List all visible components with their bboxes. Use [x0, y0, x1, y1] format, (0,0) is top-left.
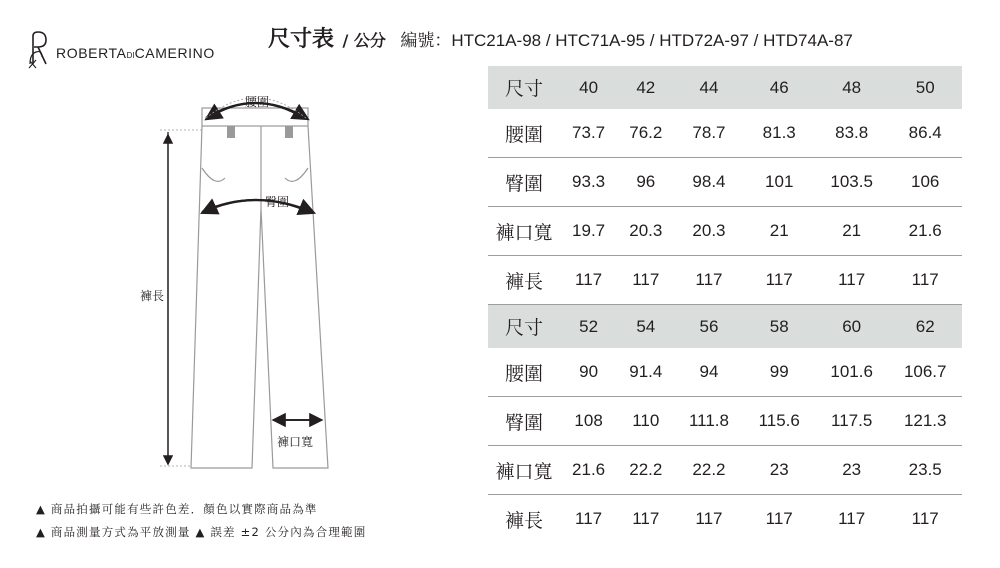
measure-label: 褲長 — [504, 509, 543, 532]
size-value: 54 — [617, 305, 674, 349]
table-row — [488, 158, 962, 207]
measure-value: 21.6 — [560, 446, 617, 495]
table-row — [488, 446, 962, 495]
notes — [36, 498, 366, 544]
size-header-label: 尺寸 — [488, 66, 560, 109]
measure-value: 117 — [575, 509, 603, 528]
measure-value: 121.3 — [888, 397, 962, 446]
measure-value: 111.8 — [674, 397, 743, 446]
size-value: 60 — [815, 305, 889, 349]
brand-name: ROBERTADICAMERINO — [56, 45, 215, 61]
unit-label: / 公分 — [342, 31, 386, 50]
size-value: 50 — [888, 66, 962, 109]
measure-value: 91.4 — [617, 348, 674, 397]
measure-value: 106.7 — [888, 348, 962, 397]
size-value: 56 — [674, 305, 743, 349]
measure-value: 117 — [744, 256, 815, 305]
measure-value: 86.4 — [888, 109, 962, 158]
measure-value: 83.8 — [815, 109, 889, 158]
table-row — [488, 207, 962, 256]
page-header — [268, 22, 853, 53]
measure-label: 褲長 — [488, 256, 560, 305]
measure-value: 94 — [674, 348, 743, 397]
size-value: 40 — [560, 66, 617, 109]
measure-value: 117 — [560, 256, 617, 305]
measure-value: 117 — [815, 256, 889, 305]
waist-label: 腰圍 — [244, 95, 270, 109]
table-row — [488, 348, 962, 397]
pants-outline-icon — [191, 108, 328, 468]
pants-diagram — [130, 88, 330, 480]
size-header-label: 尺寸 — [488, 305, 560, 349]
table-row — [488, 495, 962, 544]
measure-value: 21 — [744, 207, 815, 256]
measure-value: 117 — [911, 509, 939, 528]
measure-label: 臀圍 — [488, 397, 560, 446]
measure-value: 108 — [560, 397, 617, 446]
measure-value: 110 — [617, 397, 674, 446]
table-row — [488, 109, 962, 158]
roberta-r-monogram-icon — [26, 30, 52, 70]
measure-value: 101 — [744, 158, 815, 207]
size-value: 44 — [674, 66, 743, 109]
measure-value: 23 — [815, 446, 889, 495]
size-value: 58 — [744, 305, 815, 349]
note-measure: ▲ 商品測量方式為平放測量 ▲ 誤差 ±2 公分內為合理範圍 — [36, 525, 367, 539]
measure-value: 20.3 — [674, 207, 743, 256]
measure-value: 78.7 — [674, 109, 743, 158]
measure-value: 93.3 — [560, 158, 617, 207]
hip-label: 臀圍 — [264, 195, 290, 209]
measure-value: 23 — [744, 446, 815, 495]
brand-logo — [26, 30, 256, 70]
measure-value: 117.5 — [815, 397, 889, 446]
measure-value: 22.2 — [674, 446, 743, 495]
measure-value: 117 — [838, 509, 866, 528]
measure-value: 115.6 — [744, 397, 815, 446]
measure-value: 117 — [888, 256, 962, 305]
measure-value: 19.7 — [560, 207, 617, 256]
measure-label: 褲口寬 — [488, 207, 560, 256]
size-value: 42 — [617, 66, 674, 109]
measure-value: 90 — [560, 348, 617, 397]
measure-value: 103.5 — [815, 158, 889, 207]
measure-value: 20.3 — [617, 207, 674, 256]
measure-value: 117 — [632, 509, 660, 528]
measure-label: 褲口寬 — [488, 446, 560, 495]
measure-value: 117 — [695, 509, 723, 528]
measure-value: 22.2 — [617, 446, 674, 495]
measure-value: 117 — [765, 509, 793, 528]
length-label: 褲長 — [139, 289, 165, 303]
size-value: 62 — [888, 305, 962, 349]
size-value: 46 — [744, 66, 815, 109]
size-table — [488, 66, 962, 543]
measure-label: 腰圍 — [488, 348, 560, 397]
hem-label: 褲口寬 — [276, 435, 314, 449]
table-row — [488, 397, 962, 446]
measure-value: 76.2 — [617, 109, 674, 158]
measure-value: 21.6 — [888, 207, 962, 256]
note-color: ▲ 商品拍攝可能有些許色差．顏色以實際商品為準 — [36, 502, 318, 516]
size-value: 52 — [560, 305, 617, 349]
measure-value: 98.4 — [674, 158, 743, 207]
measure-value: 117 — [674, 256, 743, 305]
measure-value: 23.5 — [888, 446, 962, 495]
table-row — [488, 256, 962, 305]
measure-value: 81.3 — [744, 109, 815, 158]
measure-label: 臀圍 — [488, 158, 560, 207]
measure-label: 腰圍 — [488, 109, 560, 158]
size-header-row — [488, 66, 962, 109]
measure-value: 21 — [815, 207, 889, 256]
measure-value: 96 — [617, 158, 674, 207]
measure-value: 101.6 — [815, 348, 889, 397]
measure-value: 73.7 — [560, 109, 617, 158]
product-codes: 編號：HTC21A-98 / HTC71A-95 / HTD72A-97 / HTD74A-87 — [400, 31, 853, 50]
page-title: 尺寸表 — [268, 27, 335, 52]
size-header-row — [488, 305, 962, 349]
measure-value: 106 — [888, 158, 962, 207]
measure-value: 117 — [617, 256, 674, 305]
size-value: 48 — [815, 66, 889, 109]
measure-value: 99 — [744, 348, 815, 397]
